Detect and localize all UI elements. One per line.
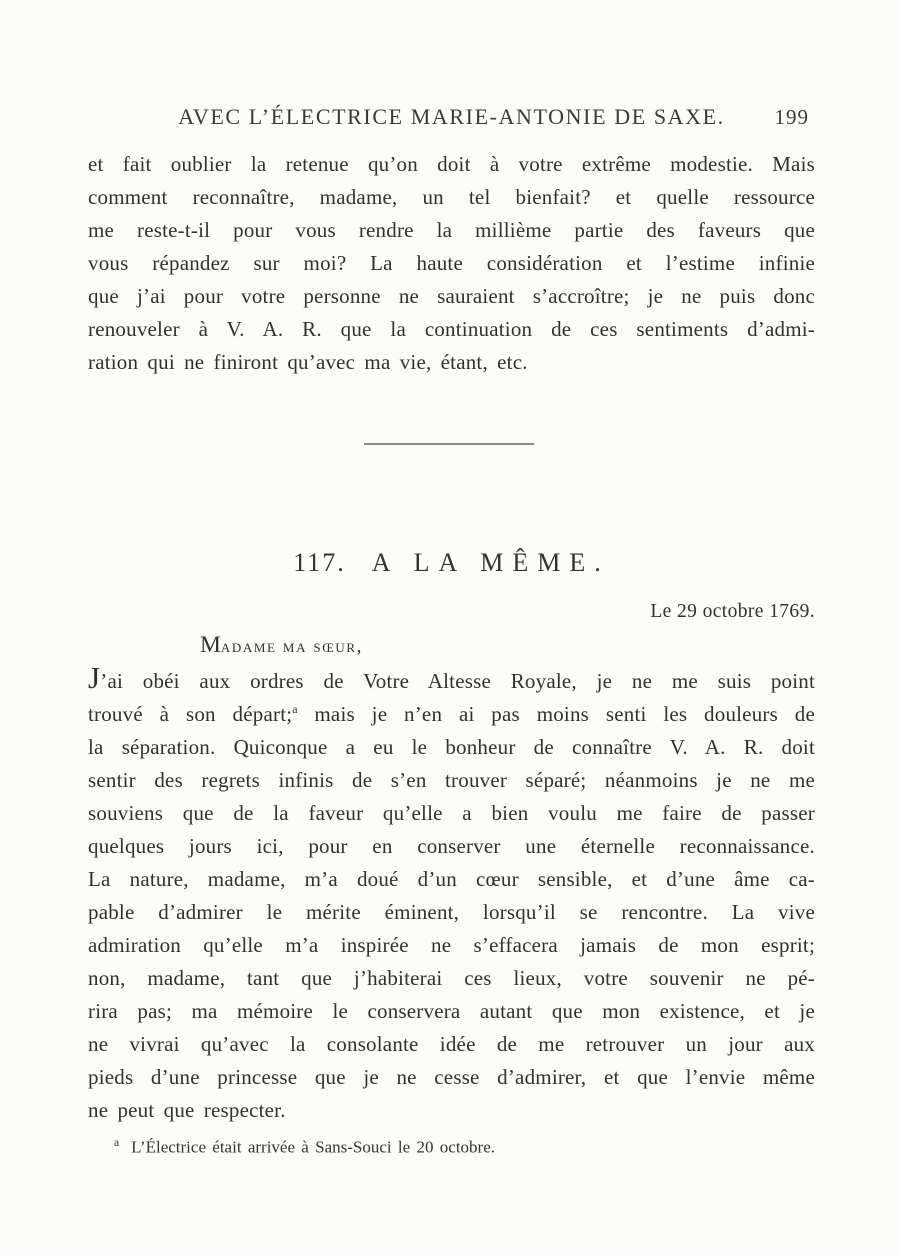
running-head-title: AVEC L’ÉLECTRICE MARIE-ANTONIE DE SAXE. xyxy=(178,104,725,129)
text-line: ne peut que respecter. xyxy=(88,1098,286,1122)
salutation-text: adame ma sœur, xyxy=(220,636,364,657)
footnote-text: L’Électrice était arrivée à Sans-Souci le 20 octobre. xyxy=(131,1137,496,1157)
text-line: non, madame, tant que j’habiterai ces lieux, votre souvenir ne pé- xyxy=(88,966,815,990)
dateline: Le 29 octobre 1769. xyxy=(650,601,815,622)
text-line: ne vivrai qu’avec la consolante idée de me retrouver un jour aux xyxy=(88,1032,815,1056)
page-number: 199 xyxy=(774,105,809,129)
drop-initial: J xyxy=(88,660,101,695)
footnote-marker: a xyxy=(292,702,298,716)
text-line: rira pas; ma mémoire le conservera autant que mon existence, et je xyxy=(88,999,815,1023)
letter-number: 117. xyxy=(293,548,346,577)
text-line: que j’ai pour votre personne ne sauraient s’accroître; je ne puis donc xyxy=(88,284,815,308)
text-line: pable d’admirer le mérite éminent, lorsqu’il se rencontre. La vive xyxy=(88,900,815,924)
footnote-marker: a xyxy=(114,1137,120,1149)
text-line: comment reconnaître, madame, un tel bienfait? et quelle ressource xyxy=(88,185,815,209)
text-line: souviens que de la faveur qu’elle a bien voulu me faire de passer xyxy=(88,801,815,825)
running-head xyxy=(88,104,815,130)
text-line: renouveler à V. A. R. que la continuation de ces sentiments d’admi- xyxy=(88,317,815,341)
text-line: pieds d’une princesse que je ne cesse d’admirer, et que l’envie même xyxy=(88,1065,815,1089)
intro-paragraph xyxy=(88,148,815,379)
text-line: trouvé à son départ;$^a$ mais je n’en ai pas moins senti les douleurs de xyxy=(88,702,815,726)
text-line: quelques jours ici, pour en conserver une éternelle reconnaissance. xyxy=(88,834,815,858)
text-line: ration qui ne finiront qu’avec ma vie, étant, etc. xyxy=(88,350,528,374)
letter-heading xyxy=(88,548,815,578)
text-line: admiration qu’elle m’a inspirée ne s’effacera jamais de mon esprit; xyxy=(88,933,815,957)
letter-title: A LA MÊME. xyxy=(371,548,610,577)
text-line: vous répandez sur moi? La haute considération et l’estime infinie xyxy=(88,251,815,275)
text-line: La nature, madame, m’a doué d’un cœur sensible, et d’une âme ca- xyxy=(88,867,815,891)
footnote xyxy=(88,1131,841,1160)
text-line: sentir des regrets infinis de s’en trouver séparé; néanmoins je ne me xyxy=(88,768,815,792)
salutation xyxy=(88,632,900,659)
salutation-initial: M xyxy=(200,632,221,658)
text-line: et fait oublier la retenue qu’on doit à votre extrême modestie. Mais xyxy=(88,152,815,176)
text-line: la séparation. Quiconque a eu le bonheur de connaître V. A. R. doit xyxy=(88,735,815,759)
letter-body xyxy=(88,660,815,1127)
section-divider-rule xyxy=(364,443,534,445)
text-line: J’ai obéi aux ordres de Votre Altesse Royale, je ne me suis point xyxy=(88,660,815,695)
text-line: me reste-t-il pour vous rendre la millième partie des faveurs que xyxy=(88,218,815,242)
